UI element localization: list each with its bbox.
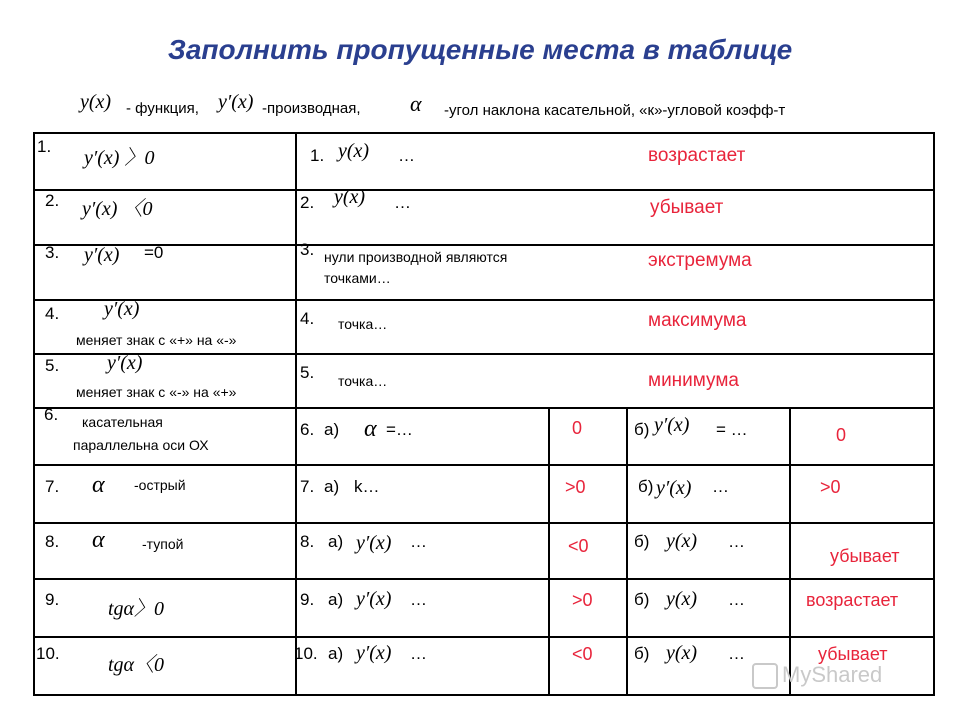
legend-angle-text: -угол наклона касательной, «к»-угловой коэфф-т — [444, 102, 786, 119]
c5-r8-answer: убывает — [830, 546, 900, 566]
c2-r6-dots: =… — [386, 420, 413, 439]
c4-r6-math: y′(x) — [654, 414, 690, 436]
c5-r6-answer: 0 — [836, 425, 847, 445]
c4-r10-label: б) — [634, 644, 650, 663]
c4-r10-math: y(x) — [666, 642, 698, 664]
c4-r9-math: y(x) — [666, 588, 698, 610]
watermark-text: MyShared — [782, 662, 883, 687]
c1-r4-num: 4. — [45, 304, 60, 323]
c1-r8-math: α — [92, 527, 105, 553]
legend-alpha: α — [410, 91, 422, 116]
c1-r1-num: 1. — [37, 137, 52, 156]
c2-r10-math: y′(x) — [356, 642, 392, 664]
c4-r6-dots: = … — [716, 420, 748, 439]
c1-r4-text: меняет знак с «+» на «-» — [76, 332, 237, 348]
c1-r6-text2: параллельна оси ОХ — [73, 437, 209, 453]
c2-r10-label: а) — [328, 644, 344, 663]
c4-r7-label: б) — [638, 477, 654, 496]
c2-r5-num: 5. — [300, 363, 315, 382]
c4-r9-label: б) — [634, 590, 650, 609]
c1-r10-math: tgα〈0 — [108, 654, 165, 676]
c4-r8-math: y(x) — [666, 530, 698, 552]
answer-r1: возрастает — [648, 145, 746, 166]
fill-in-table — [33, 132, 935, 696]
c2-r8-label: а) — [328, 532, 344, 551]
answer-r3: экстремума — [648, 250, 752, 271]
c1-r10-num: 10. — [36, 644, 60, 663]
c1-r6-num: 6. — [44, 405, 59, 424]
c1-r9-math: tgα〉0 — [108, 598, 165, 620]
c1-r7-text: -острый — [134, 477, 186, 493]
c2-r4-num: 4. — [300, 309, 315, 328]
c1-r8-text: -тупой — [142, 536, 184, 552]
legend-deriv-text: -производная, — [262, 100, 361, 117]
watermark-logo-icon — [752, 663, 778, 689]
c2-r4-text: точка… — [338, 316, 388, 332]
c4-r8-dots: … — [728, 532, 745, 551]
c1-r1-math: y′(x) 〉0 — [84, 147, 155, 169]
c4-r6-label: б) — [634, 420, 650, 439]
c2-r9-label: а) — [328, 590, 344, 609]
c1-r2-num: 2. — [45, 191, 60, 210]
c2-r2-num: 2. — [300, 193, 315, 212]
c2-r3-text2: точками… — [324, 270, 391, 286]
legend-y-deriv: y′(x) — [218, 91, 254, 113]
c4-r7-dots: … — [712, 477, 729, 496]
c3-r9-answer: >0 — [572, 590, 593, 610]
c2-r8-num: 8. — [300, 532, 315, 551]
c2-r5-text: точка… — [338, 373, 388, 389]
c2-r7-label: а) — [324, 477, 340, 496]
c1-r4-math: y′(x) — [104, 298, 140, 320]
c3-r7-answer: >0 — [565, 477, 586, 497]
legend-y-func: y(x) — [80, 91, 112, 113]
c5-r10-answer: убывает — [818, 644, 888, 664]
c1-r7-math: α — [92, 472, 105, 498]
c4-r7-math: y′(x) — [656, 477, 692, 499]
c2-r8-dots: … — [410, 532, 427, 551]
c1-r8-num: 8. — [45, 532, 60, 551]
c4-r10-dots: … — [728, 644, 745, 663]
c5-r7-answer: >0 — [820, 477, 841, 497]
c5-r9-answer: возрастает — [806, 590, 899, 610]
c4-r9-dots: … — [728, 590, 745, 609]
legend-func-text: - функция, — [126, 100, 199, 117]
c3-r6-answer: 0 — [572, 418, 583, 438]
c2-r10-dots: … — [410, 644, 427, 663]
c2-r10-num: 10. — [294, 644, 318, 663]
c1-r6-text1: касательная — [82, 414, 163, 430]
c1-r2-math: y′(x) 〈0 — [82, 198, 153, 220]
c2-r2-math: y(x) — [334, 186, 366, 208]
c3-r8-answer: <0 — [568, 536, 589, 556]
c2-r9-dots: … — [410, 590, 427, 609]
c2-r7-text: k… — [354, 477, 380, 496]
c1-r5-text: меняет знак с «-» на «+» — [76, 384, 237, 400]
c2-r6-label: а) — [324, 420, 340, 439]
c2-r3-text1: нули производной являются — [324, 249, 508, 265]
c1-r9-num: 9. — [45, 590, 60, 609]
c2-r8-math: y′(x) — [356, 532, 392, 554]
c1-r5-math: y′(x) — [107, 352, 143, 374]
c3-r10-answer: <0 — [572, 644, 593, 664]
answer-r2: убывает — [650, 197, 724, 218]
c2-r1-dots: … — [398, 146, 415, 165]
c1-r3-math: y′(x) — [84, 244, 120, 266]
c1-r3-num: 3. — [45, 243, 60, 262]
c2-r9-math: y′(x) — [356, 588, 392, 610]
c2-r1-num: 1. — [310, 146, 325, 165]
c2-r9-num: 9. — [300, 590, 315, 609]
answer-r4: максимума — [648, 310, 747, 331]
c4-r8-label: б) — [634, 532, 650, 551]
answer-r5: минимума — [648, 370, 739, 391]
c1-r3-value: =0 — [144, 243, 164, 262]
c1-r7-num: 7. — [45, 477, 60, 496]
c2-r7-num: 7. — [300, 477, 315, 496]
c1-r5-num: 5. — [45, 356, 60, 375]
c2-r6-num: 6. — [300, 420, 315, 439]
c2-r3-num: 3. — [300, 240, 315, 259]
watermark — [752, 662, 882, 689]
c2-r6-math: α — [364, 416, 377, 442]
page-title: Заполнить пропущенные места в таблице — [167, 34, 793, 65]
c2-r1-math: y(x) — [338, 140, 370, 162]
c2-r2-dots: … — [394, 193, 411, 212]
